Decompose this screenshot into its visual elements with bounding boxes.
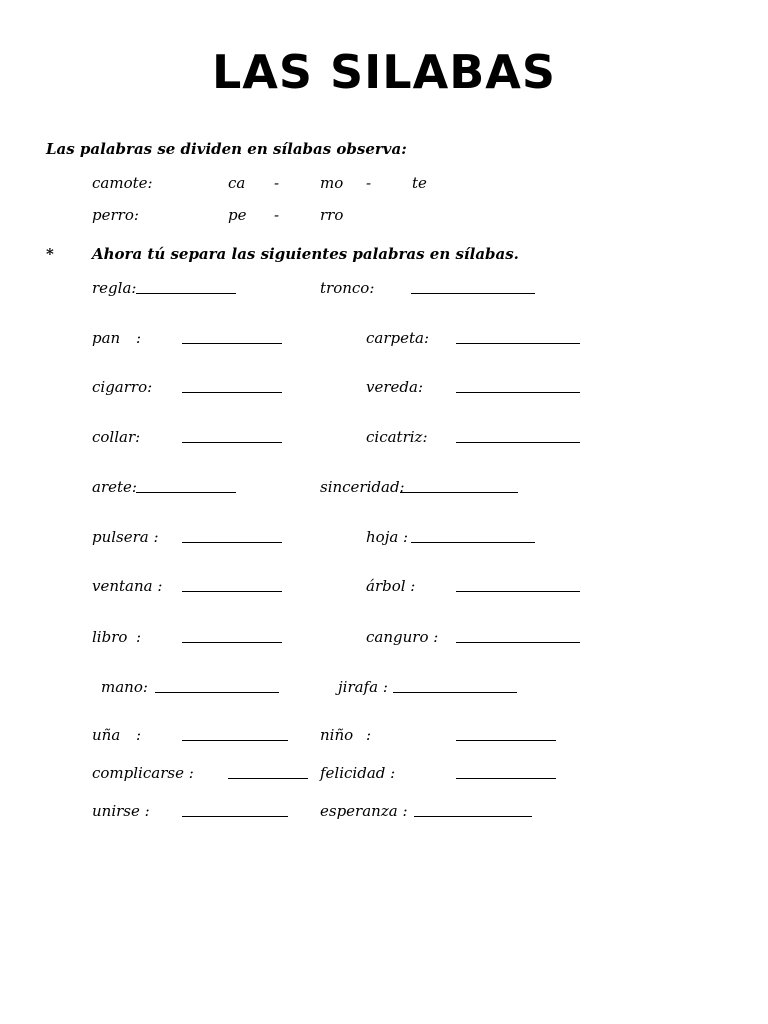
word-colon: : [136,628,142,646]
word-label: niño [320,726,354,744]
answer-line[interactable] [456,642,580,643]
answer-line[interactable] [456,442,580,443]
bullet-marker: * [46,245,54,263]
answer-line[interactable] [456,343,580,344]
answer-line[interactable] [182,442,282,443]
answer-line[interactable] [182,816,288,817]
word-label: sinceridad: [320,478,405,496]
example-syllable: pe [228,206,247,224]
answer-line[interactable] [182,343,282,344]
answer-line[interactable] [456,591,580,592]
intro-text: Las palabras se dividen en sílabas observa: [46,140,407,158]
answer-line[interactable] [182,591,282,592]
example-syllable: te [412,174,427,192]
syllable-dash: - [274,174,280,192]
word-label: felicidad : [320,764,396,782]
word-label: tronco: [320,279,375,297]
answer-line[interactable] [400,492,518,493]
answer-line[interactable] [414,816,532,817]
answer-line[interactable] [228,778,308,779]
word-label: carpeta: [366,329,430,347]
example-syllable: ca [228,174,246,192]
example-syllable: rro [320,206,344,224]
answer-line[interactable] [456,392,580,393]
word-label: mano: [101,678,148,696]
instruction-text: Ahora tú separa las siguientes palabras en sílabas. [92,245,519,263]
answer-line[interactable] [136,492,236,493]
word-label: jirafa : [338,678,388,696]
answer-line[interactable] [456,740,556,741]
answer-line[interactable] [411,293,535,294]
word-label: cigarro: [92,378,153,396]
answer-line[interactable] [136,293,236,294]
word-label: uña [92,726,121,744]
word-label: cicatriz: [366,428,428,446]
word-label: collar: [92,428,141,446]
word-label: árbol : [366,577,416,595]
word-label: arete: [92,478,137,496]
syllable-dash: - [274,206,280,224]
answer-line[interactable] [182,642,282,643]
word-label: ventana : [92,577,163,595]
answer-line[interactable] [182,542,282,543]
example-syllable: mo [320,174,344,192]
example-word: camote: [92,174,153,192]
word-label: pulsera : [92,528,159,546]
answer-line[interactable] [182,392,282,393]
word-colon: : [366,726,372,744]
word-label: libro [92,628,128,646]
syllable-dash: - [366,174,372,192]
page-title: LAS SILABAS [211,45,556,99]
answer-line[interactable] [155,692,279,693]
word-label: esperanza : [320,802,408,820]
word-colon: : [136,726,142,744]
word-label: complicarse : [92,764,194,782]
example-word: perro: [92,206,139,224]
word-label: pan [92,329,121,347]
word-label: canguro : [366,628,439,646]
answer-line[interactable] [393,692,517,693]
word-label: regla: [92,279,137,297]
answer-line[interactable] [456,778,556,779]
answer-line[interactable] [182,740,288,741]
word-label: hoja : [366,528,409,546]
word-label: unirse : [92,802,150,820]
word-label: vereda: [366,378,423,396]
word-colon: : [136,329,142,347]
answer-line[interactable] [411,542,535,543]
